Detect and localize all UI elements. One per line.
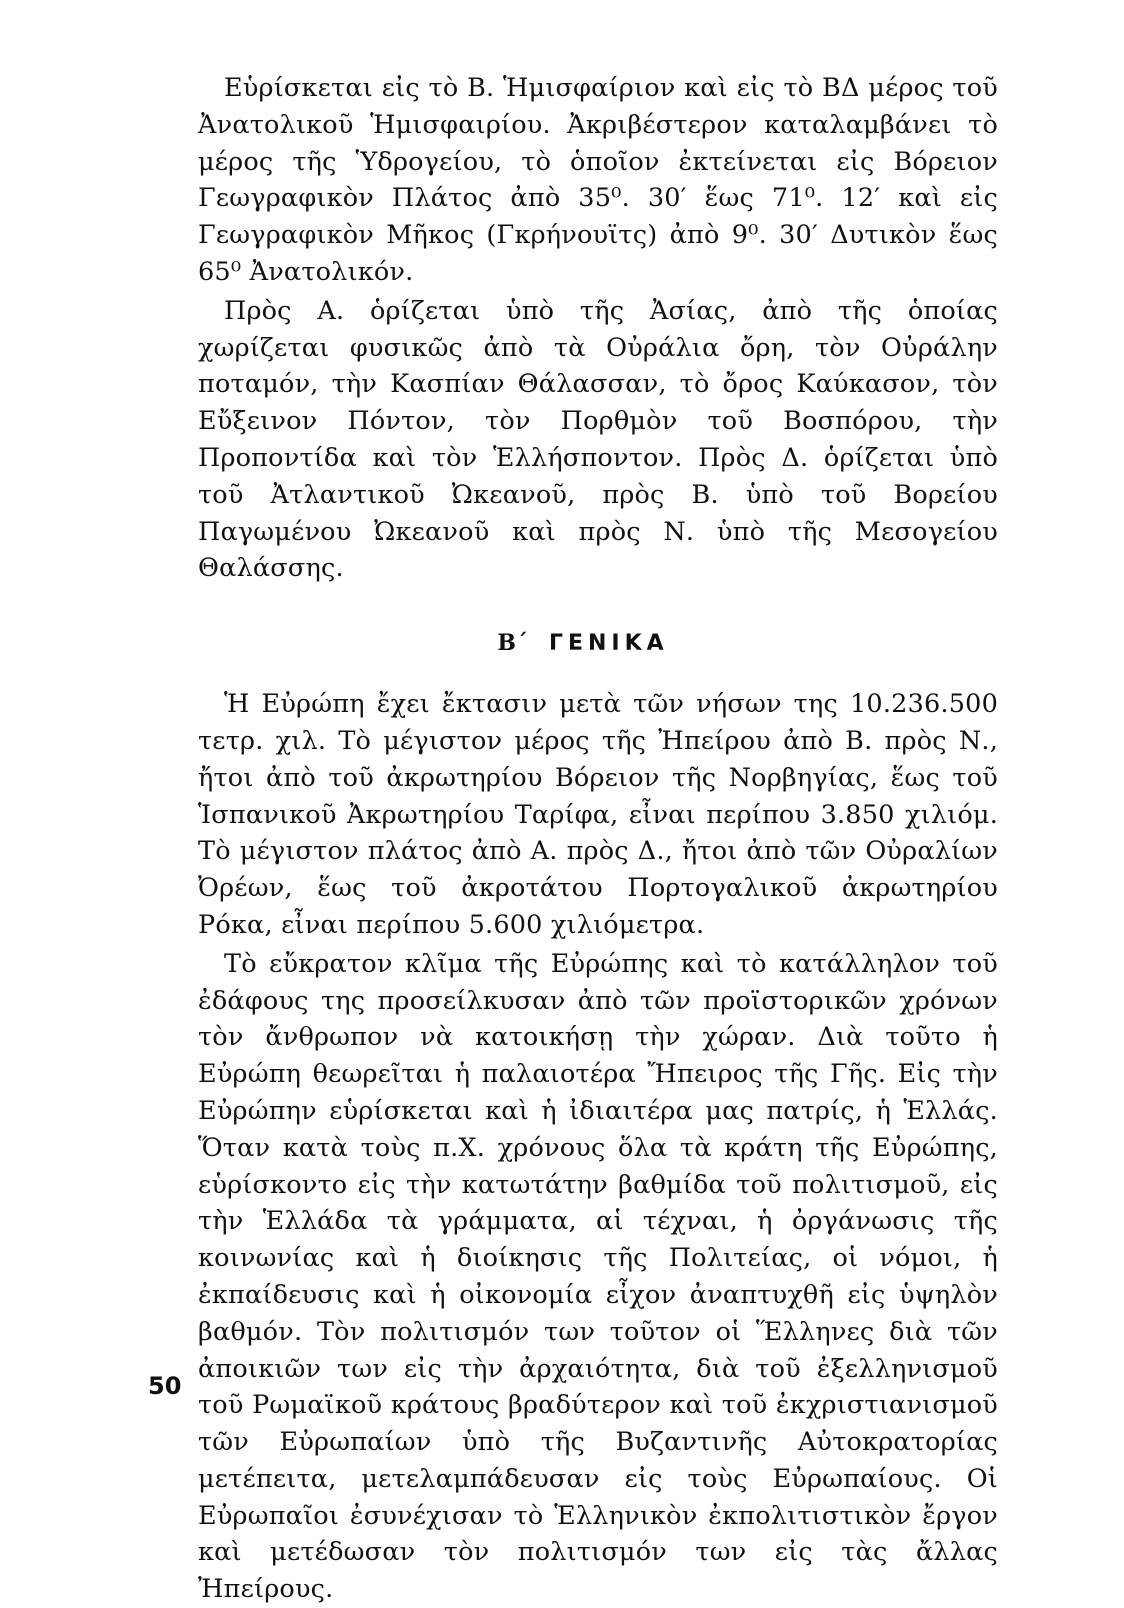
paragraph-coordinates: Εὑρίσκεται εἰς τὸ Β. Ἡμισφαίριον καὶ εἰς τὸ ΒΔ μέρος τοῦ Ἀνατολικοῦ Ἡμισφαιρίου. Ἀκριβέστερον καταλαμβάνει τὸ μέρος τῆς Ὑδρογείου, τὸ ὁποῖον ἐκτείνεται εἰς Βόρειον Γεωγραφικὸν Πλάτος ἀπὸ 35⁰. 30′ ἕως 71⁰. 12′ καὶ εἰς Γεωγραφικὸν Μῆκος (Γκρήνουϊτς) ἀπὸ 9⁰. 30′ Δυτικὸν ἕως 65⁰ Ἀνατολικόν. xyxy=(198,73,998,287)
paragraph-climate-civilization: Τὸ εὔκρατον κλῖμα τῆς Εὐρώπης καὶ τὸ κατάλληλον τοῦ ἐδάφους της προσείλκυσαν ἀπὸ τῶν προϊστορικῶν χρόνων τὸν ἄνθρωπον νὰ κατοικήσῃ τὴν χώραν. Διὰ τοῦτο ἡ Εὐρώπη θεωρεῖται ἡ παλαιοτέρα Ἤπειρος τῆς Γῆς. Εἰς τὴν Εὐρώπην εὑρίσκεται καὶ ἡ ἰδιαιτέρα μας πατρίς, ἡ Ἑλλάς. Ὅταν κατὰ τοὺς π.Χ. χρόνους ὅλα τὰ κράτη τῆς Εὐρώπης, εὑρίσκοντο εἰς τὴν κατωτάτην βαθμίδα τοῦ πολιτισμοῦ, εἰς τὴν Ἑλλάδα τὰ γράμματα, αἱ τέχναι, ἡ ὀργάνωσις τῆς κοινωνίας καὶ ἡ διοίκησις τῆς Πολιτείας, οἱ νόμοι, ἡ ἐκπαίδευσις καὶ ἡ οἰκονομία εἶχον ἀναπτυχθῆ εἰς ὑψηλὸν βαθμόν. Τὸν πολιτισμόν των τοῦτον οἱ Ἕλληνες διὰ τῶν ἀποικιῶν των εἰς τὴν ἀρχαιότητα, διὰ τοῦ ἐξελληνισμοῦ τοῦ Ρωμαϊκοῦ κράτους βραδύτερον καὶ τοῦ ἐκχριστιανισμοῦ τῶν Εὐρωπαίων ὑπὸ τῆς Βυζαντινῆς Αὐτοκρατορίας μετέπειτα, μετελαμπάδευσαν εἰς τοὺς Εὐρωπαίους. Οἱ Εὐρωπαῖοι ἐσυνέχισαν τὸ Ἑλληνικὸν ἐκπολιτιστικὸν ἔργον καὶ μετέδωσαν τὸν πολιτισμόν των εἰς τὰς ἄλλας Ἠπείρους. xyxy=(198,948,998,1605)
section-heading xyxy=(198,630,998,656)
section-number: Β΄ xyxy=(497,630,529,657)
paragraph-borders: Πρὸς Α. ὁρίζεται ὑπὸ τῆς Ἀσίας, ἀπὸ τῆς ὁποίας χωρίζεται φυσικῶς ἀπὸ τὰ Οὐράλια ὄρη, τὸν Οὐράλην ποταμόν, τὴν Κασπίαν Θάλασσαν, τὸ ὄρος Καύκασον, τὸν Εὔξεινον Πόντον, τὸν Πορθμὸν τοῦ Βοσπόρου, τὴν Προποντίδα καὶ τὸν Ἑλλήσποντον. Πρὸς Δ. ὁρίζεται ὑπὸ τοῦ Ἀτλαντικοῦ Ὠκεανοῦ, πρὸς Β. ὑπὸ τοῦ Βορείου Παγωμένου Ὠκεανοῦ καὶ πρὸς Ν. ὑπὸ τῆς Μεσογείου Θαλάσσης. xyxy=(198,295,998,584)
paragraph-area: Ἡ Εὐρώπη ἔχει ἔκτασιν μετὰ τῶν νήσων της 10.236.500 τετρ. χιλ. Τὸ μέγιστον μέρος τῆς Ἠπείρου ἀπὸ Β. πρὸς Ν., ἤτοι ἀπὸ τοῦ ἀκρωτηρίου Βόρειον τῆς Νορβηγίας, ἕως τοῦ Ἱσπανικοῦ Ἀκρωτηρίου Ταρίφα, εἶναι περίπου 3.850 χιλιόμ. Τὸ μέγιστον πλάτος ἀπὸ Α. πρὸς Δ., ἤτοι ἀπὸ τῶν Οὐραλίων Ὀρέων, ἕως τοῦ ἀκροτάτου Πορτογαλικοῦ ἀκρωτηρίου Ρόκα, εἶναι περίπου 5.600 χιλιόμετρα. xyxy=(198,689,998,940)
page-body xyxy=(198,70,998,1608)
section-title: ΓΕΝΙΚΑ xyxy=(548,631,669,657)
page-number: 50 xyxy=(148,1372,182,1400)
